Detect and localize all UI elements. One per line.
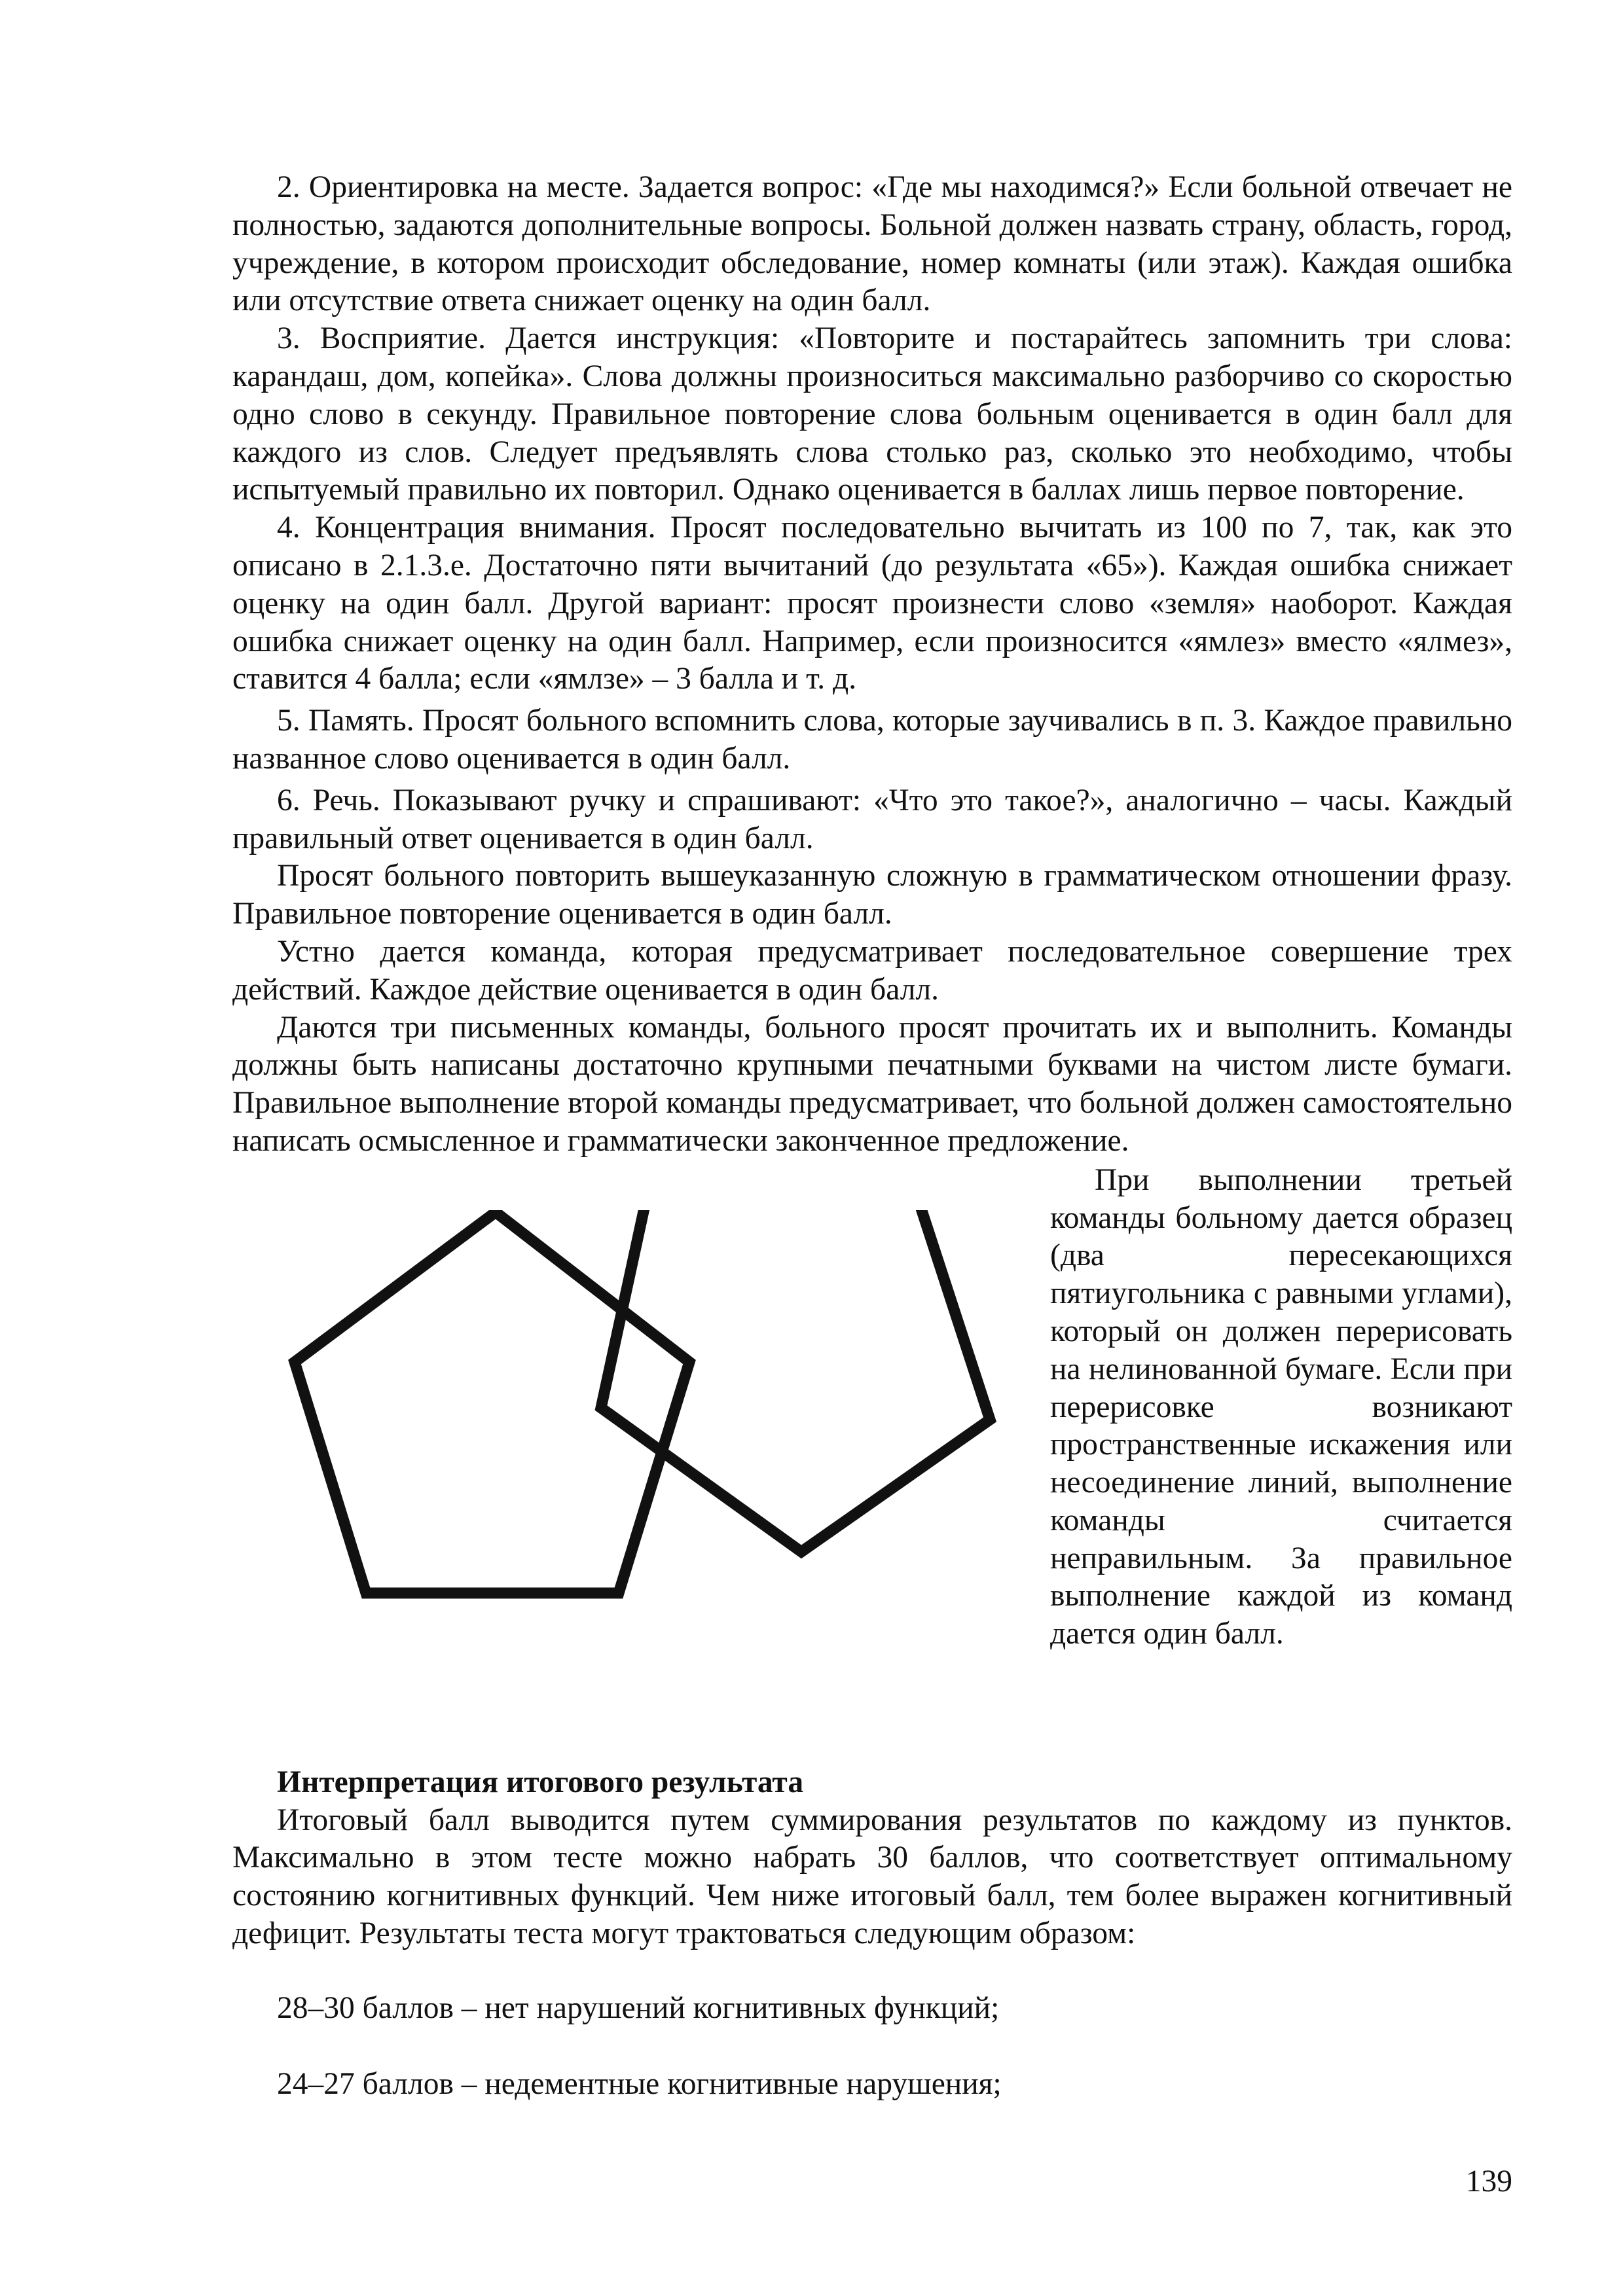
figure-side-text: При выполнении третьей команды больному дается образец (два пересекающихся пятиугольника с равными углами), который он должен перерисовать на нелинованной бумаге. Если при перерисовке возникают пространственные искажения или несоединение линий, выполнение команды считается неправильным. За правильное выполнение каждой из команд дается один балл. (1050, 1162, 1512, 1651)
interpretation-text: Итоговый балл выводится путем суммирования результатов по каждому из пунктов. Максимально в этом тесте можно набрать 30 баллов, что соответствует оптимальному состоянию когнитивных функций. Чем ниже итоговый балл, тем более выражен когнитивный дефицит. Результаты теста могут трактоваться следующим образом: (232, 1803, 1512, 1950)
right-pentagon (601, 1210, 990, 1552)
paragraph-attention: 4. Концентрация внимания. Просят последовательно вычитать из 100 по 7, так, как это описано в 2.1.3.е. Достаточно пяти вычитаний (до результата «65»). Каждая ошибка снижает оценку на один балл. Другой вариант: просят произнести слово «земля» наоборот. Каждая ошибка снижает оценку на один балл. Например, если произносится «ямлез» вместо «ялмез», ставится 4 балла; если «ямлзе» – 3 балла и т. д. (232, 511, 1512, 696)
paragraph-orientation: 2. Ориентировка на месте. Задается вопрос: «Где мы находимся?» Если больной отвечает не полностью, задаются дополнительные вопросы. Больной должен назвать страну, область, город, учреждение, в котором происходит обследование, номер комнаты (или этаж). Каждая ошибка или отсутствие ответа снижает оценку на один балл. (232, 170, 1512, 318)
paragraph-memory: 5. Память. Просят больного вспомнить слова, которые заучивались в п. 3. Каждое правильно названное слово оценивается в один балл. (232, 704, 1512, 776)
intersecting-pentagons-figure (251, 1210, 1017, 1721)
paragraph-speech: 6. Речь. Показывают ручку и спрашивают: «Что это такое?», аналогично – часы. Каждый правильный ответ оценивается в один балл. (232, 783, 1512, 855)
paragraph-written-commands: Даются три письменных команды, больного просят прочитать их и выполнить. Команды должны быть написаны достаточно крупными печатными буквами на чистом листе бумаги. Правильное выполнение второй команды предусматривает, что больной должен самостоятельно написать осмысленное и грамматически законченное предложение. (232, 1010, 1512, 1158)
score-range-item: 24–27 баллов – недементные когнитивные нарушения; (277, 2066, 1002, 2101)
page-body (232, 169, 1512, 2103)
figure-block (232, 1162, 1512, 1764)
paragraph-perception: 3. Восприятие. Дается инструкция: «Повторите и постарайтесь запомнить три слова: карандаш, дом, копейка». Слова должны произноситься максимально разборчиво со скоростью одно слово в секунду. Правильное повторение слова больным оценивается в один балл для каждого из слов. Следует предъявлять слова столько раз, сколько это необходимо, чтобы испытуемый правильно их повторил. Однако оценивается в баллах лишь первое повторение. (232, 321, 1512, 507)
paragraph-oral-command: Устно дается команда, которая предусматривает последовательное совершение трех действий. Каждое действие оценивается в один балл. (232, 934, 1512, 1007)
score-range-item: 28–30 баллов – нет нарушений когнитивных функций; (277, 1990, 1000, 2025)
page-number: 139 (1465, 2164, 1512, 2198)
paragraph-repeat-phrase: Просят больного повторить вышеуказанную сложную в грамматическом отношении фразу. Правильное повторение оценивается в один балл. (232, 859, 1512, 931)
interpretation-heading: Интерпретация итогового результата (277, 1765, 804, 1799)
